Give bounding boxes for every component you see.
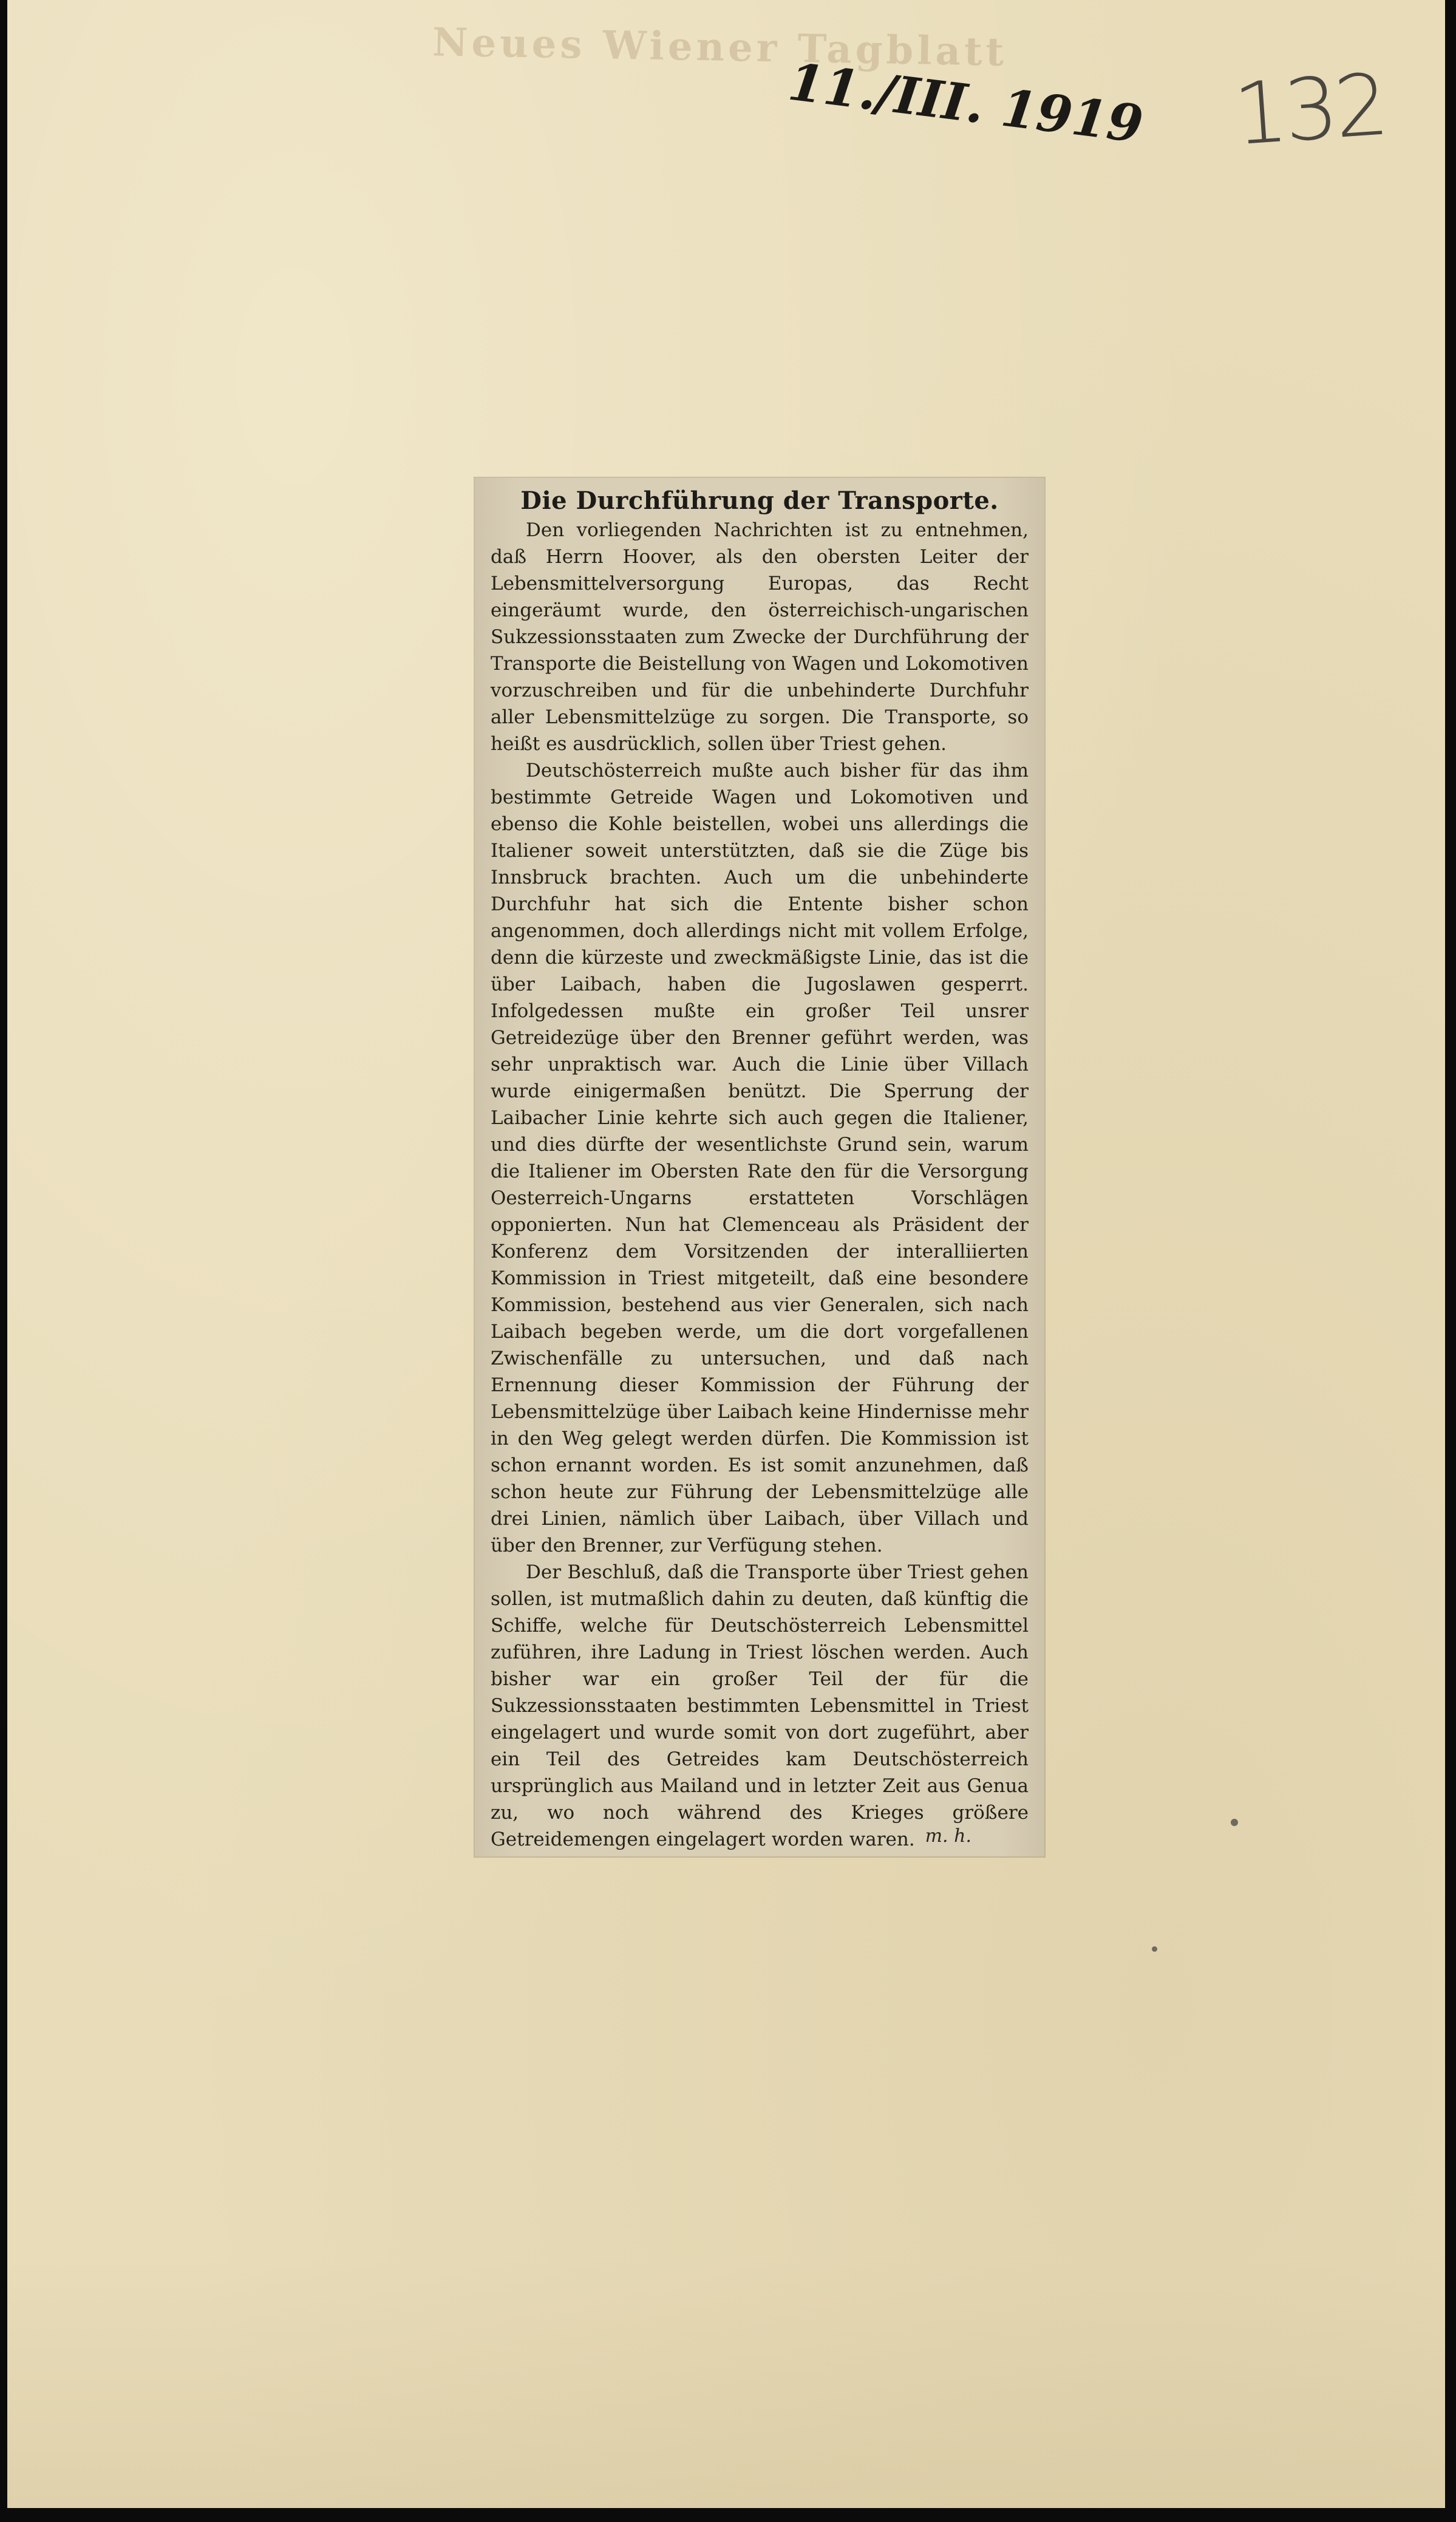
clipping-paragraph-2: Deutschösterreich mußte auch bisher für das ihm bestimmte Getreide Wagen und Lokomotiven und ebenso die Kohle beistellen, wobei uns allerdings die Italiener soweit unterstützten, daß sie die Züge bis Innsbruck brachten. Auch um die unbehinderte Durchfuhr hat sich die Entente bisher schon angenommen, doch allerdings nicht mit vollem Erfolge, denn die kürzeste und zweckmäßigste Linie, das ist die über Laibach, haben die Jugoslawen gesperrt. Infolgedessen mußte ein großer Teil unsrer Getreidezüge über den Brenner geführt werden, was sehr unpraktisch war. Auch die Linie über Villach wurde einigermaßen benützt. Die Sperrung der Laibacher Linie kehrte sich auch gegen die Italiener, und dies dürfte der wesentlichste Grund sein, warum die Italiener im Obersten Rate den für die Versorgung Oesterreich-Ungarns erstatteten Vorschlägen opponierten. Nun hat Clemenceau als Präsident der Konferenz dem Vorsitzenden der interalliierten Kommission in Triest mitgeteilt, daß eine besondere Kommission, bestehend aus vier Generalen, sich nach Laibach begeben werde, um die dort vorgefallenen Zwischenfälle zu untersuchen, und daß nach Ernennung dieser Kommission der Führung der Lebensmittelzüge über Laibach keine Hindernisse mehr in den Weg gelegt werden dürfen. Die Kommission ist schon ernannt worden. Es ist somit anzunehmen, daß schon heute zur Führung der Lebensmittelzüge alle drei Linien, nämlich über Laibach, über Villach und über den Brenner, zur Verfügung stehen. <box>491 760 1029 1556</box>
handwritten-date: 11./III. 1919 <box>785 51 1146 155</box>
faded-newspaper-stamp: Neues Wiener Tagblatt <box>432 19 1008 75</box>
clipping-paragraph-1: Den vorliegenden Nachrichten ist zu entnehmen, daß Herrn Hoover, als den obersten Leiter der Lebensmittelversorgung Europas, das Recht eingeräumt wurde, den österreichisch-ungarischen Sukzessionsstaaten zum Zwecke der Durchführung der Transporte die Beistellung von Wagen und Lokomotiven vorzuschreiben und für die unbehinderte Durchfuhr aller Lebensmittelzüge zu sorgen. Die Transporte, so heißt es ausdrücklich, sollen über Triest gehen. <box>491 519 1029 755</box>
author-initials: m. h. <box>925 1825 971 1847</box>
clipping-paragraph-3: Der Beschluß, daß die Transporte über Triest gehen sollen, ist mutmaßlich dahin zu deuten, daß künftig die Schiffe, welche für Deutschösterreich Lebensmittel zuführen, ihre Ladung in Triest löschen werden. Auch bisher war ein großer Teil der für die Sukzessionsstaaten bestimmten Lebensmittel in Triest eingelagert und wurde somit von dort zugeführt, aber ein Teil des Getreides kam Deutschösterreich ursprünglich aus Mailand und in letzter Zeit aus Genua zu, wo noch während des Krieges größere Getreidemengen eingelagert worden waren. <box>491 1561 1029 1850</box>
paper-speck <box>1231 1819 1238 1826</box>
folio-number: 132 <box>1230 55 1389 165</box>
newspaper-clipping <box>475 478 1044 1856</box>
clipping-title: Die Durchführung der Transporte. <box>520 486 999 515</box>
archive-sheet <box>7 0 1445 2508</box>
paper-speck <box>1152 1946 1157 1952</box>
